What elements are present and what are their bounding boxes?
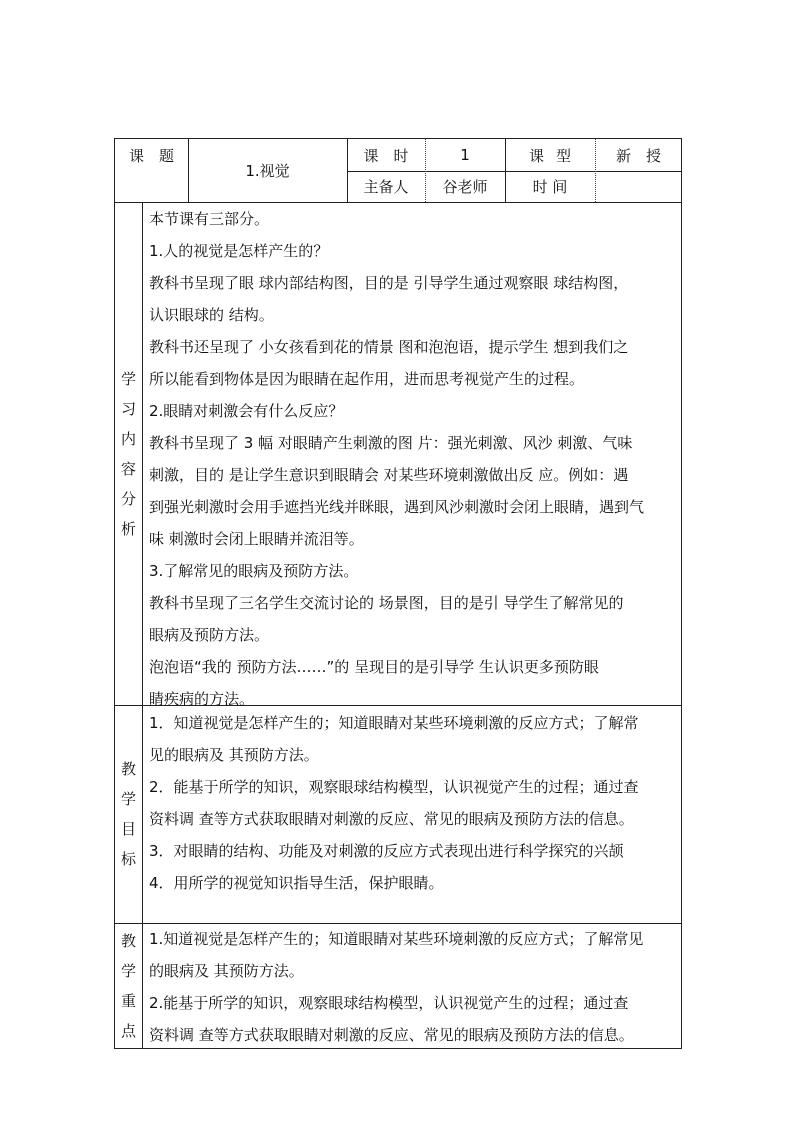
label-column-divider (142, 202, 143, 1049)
objectives-label (115, 705, 142, 923)
content-analysis-text (149, 203, 679, 715)
label-char: 教 (120, 932, 136, 950)
lesson-plan-table (114, 138, 682, 1049)
label-char: 容 (120, 459, 136, 478)
text-line: 2．能基于所学的知识，观察眼球结构模型，认识视觉产生的过程；通过查 (149, 778, 639, 796)
type-value: 新 授 (615, 146, 661, 165)
text-line: 刺激，目的 是让学生意识到眼睛会 对某些环境刺激做出反 应。例如：遇 (149, 466, 629, 484)
label-char: 目 (120, 820, 136, 838)
text-line: 所以能看到物体是因为眼睛在起作用，进而思考视觉产生的过程。 (149, 370, 585, 388)
label-char: 点 (120, 1022, 136, 1040)
label-char: 标 (120, 850, 136, 868)
objectives-text (149, 707, 679, 899)
label-char: 学 (120, 369, 136, 388)
text-line: 本节课有三部分。 (149, 210, 270, 228)
text-line: 睛疾病的方法。 (149, 690, 255, 708)
text-line: 认识眼球的 结构。 (149, 306, 274, 324)
topic-label: 课 题 (128, 146, 174, 165)
text-line: 1.人的视觉是怎样产生的？ (149, 242, 329, 260)
time-label: 时 间 (532, 178, 568, 196)
text-line: 1．知道视觉是怎样产生的；知道眼睛对某些环境刺激的反应方式；了解常 (149, 714, 639, 732)
type-label: 课型 (528, 146, 583, 165)
label-char: 分 (120, 489, 136, 508)
text-line: 教科书还呈现了 小女孩看到花的情景 图和泡泡语，提示学生 想到我们之 (149, 338, 629, 356)
topic-value: 1.视觉 (245, 162, 290, 180)
text-line: 的眼病及 其预防方法。 (149, 962, 304, 980)
preparer-label: 主备人 (363, 178, 409, 196)
text-line: 资料调 查等方式获取眼睛对刺激的反应、常见的眼病及预防方法的信息。 (149, 1026, 634, 1044)
time-value (595, 171, 682, 202)
period-label: 课 时 (363, 146, 409, 165)
text-line: 2.能基于所学的知识，观察眼球结构模型，认识视觉产生的过程；通过查 (149, 994, 629, 1012)
preparer-value: 谷老师 (442, 178, 488, 196)
label-char: 学 (120, 790, 136, 808)
text-line: 眼病及预防方法。 (149, 626, 270, 644)
text-line: 见的眼病及 其预防方法。 (149, 746, 319, 764)
text-line: 2.眼睛对刺激会有什么反应？ (149, 402, 344, 420)
text-line: 教科书呈现了三名学生交流讨论的 场景图，目的是引 导学生了解常见的 (149, 594, 624, 612)
text-line: 1.知道视觉是怎样产生的；知道眼睛对某些环境刺激的反应方式；了解常见 (149, 930, 644, 948)
label-char: 内 (120, 429, 136, 448)
text-line: 教科书呈现了眼 球内部结构图，目的是 引导学生通过观察眼 球结构图， (149, 274, 629, 292)
label-char: 教 (120, 760, 136, 778)
text-line: 资料调 查等方式获取眼睛对刺激的反应、常见的眼病及预防方法的信息。 (149, 810, 634, 828)
text-line: 3．对眼睛的结构、功能及对刺激的反应方式表现出进行科学探究的兴颉 (149, 842, 624, 860)
text-line: 到强光刺激时会用手遮挡光线并眯眼，遇到风沙刺激时会闭上眼睛，遇到气 (149, 498, 645, 516)
label-char: 重 (120, 992, 136, 1010)
text-line: 泡泡语“我的 预防方法……”的 呈现目的是引导学 生认识更多预防眼 (149, 658, 599, 676)
label-char: 习 (120, 399, 136, 418)
content-analysis-label (115, 202, 142, 705)
label-char: 析 (120, 519, 136, 538)
key-points-label (115, 923, 142, 1049)
text-line: 教科书呈现了 3 幅 对眼睛产生刺激的图 片：强光刺激、风沙 刺激、气味 (149, 434, 633, 452)
period-value: 1 (460, 146, 470, 164)
text-line: 4．用所学的视觉知识指导生活，保护眼睛。 (149, 874, 444, 892)
label-char: 学 (120, 962, 136, 980)
text-line: 味 刺激时会闭上眼睛并流泪等。 (149, 530, 364, 548)
key-points-text (149, 923, 679, 1051)
text-line: 3.了解常见的眼病及预防方法。 (149, 562, 359, 580)
